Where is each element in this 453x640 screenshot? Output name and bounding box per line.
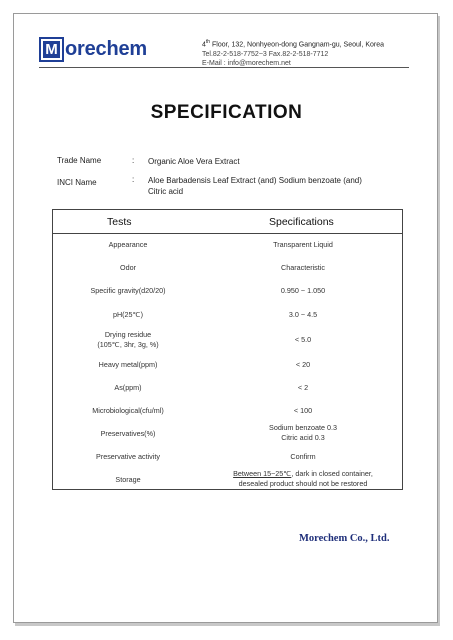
- address-line-1: 4th Floor, 132, Nonhyeon-dong Gangnam-gu, Seoul, Korea: [202, 39, 385, 49]
- storage-condition: , dark in closed container,: [291, 469, 373, 478]
- spec-value: Transparent Liquid: [273, 240, 333, 249]
- test-name: Appearance: [108, 240, 148, 249]
- spec-value: < 20: [295, 360, 311, 369]
- inci-name-separator: :: [132, 175, 135, 184]
- page-title: SPECIFICATION: [150, 102, 303, 123]
- test-name: As(ppm): [114, 383, 142, 392]
- logo-wordmark: orechem: [65, 38, 147, 60]
- inci-name-row: [57, 175, 398, 197]
- logo-m-box: [39, 37, 64, 62]
- spec-value: < 5.0: [294, 335, 312, 344]
- spec-value-line-1: Sodium benzoate 0.3: [269, 423, 337, 432]
- test-name: [53, 330, 203, 350]
- spec-value: Confirm: [290, 452, 316, 461]
- company-signature: Morechem Co., Ltd.: [299, 533, 390, 544]
- spec-value: 0.950 ~ 1.050: [280, 286, 326, 295]
- spec-value: < 100: [293, 406, 313, 415]
- address-line-2: Tel.82-2-518-7752~3 Fax.82-2-518-7712: [202, 50, 329, 58]
- test-name: pH(25℃): [112, 310, 144, 319]
- spec-value: < 2: [297, 383, 309, 392]
- spec-value: [203, 423, 403, 443]
- trade-name-separator: :: [132, 156, 135, 165]
- spec-value: [203, 469, 403, 489]
- test-name-line-1: Drying residue: [104, 330, 152, 339]
- storage-temperature: Between 15~25℃: [233, 469, 292, 478]
- trade-name-label: Trade Name: [57, 156, 102, 165]
- test-name-line-2: (105℃, 3hr, 3g, %): [97, 340, 159, 349]
- spec-value: 3.0 ~ 4.5: [288, 310, 318, 319]
- inci-name-label: INCI Name: [57, 178, 97, 187]
- address-line-3: E-Mail : info@morechem.net: [202, 60, 291, 68]
- spec-value-line-2: Citric acid 0.3: [281, 433, 325, 442]
- test-name: Specific gravity(d20/20): [90, 286, 166, 295]
- trade-name-row: [57, 156, 398, 167]
- company-address: [202, 38, 384, 69]
- test-name: Storage: [115, 475, 141, 484]
- specification-table: [52, 209, 403, 490]
- test-name: Odor: [120, 263, 136, 272]
- test-name: Preservative activity: [96, 452, 160, 461]
- table-header: [53, 210, 402, 234]
- test-name: Heavy metal(ppm): [98, 360, 158, 369]
- trade-name-value: Organic Aloe Vera Extract: [148, 157, 240, 166]
- header-divider: [39, 67, 409, 68]
- logo-m-letter: M: [43, 41, 60, 58]
- spec-value-line-2: desealed product should not be restored: [238, 479, 368, 488]
- spec-value: Characteristic: [281, 263, 325, 272]
- spec-value-line-1: [203, 469, 403, 479]
- inci-name-value: [148, 175, 398, 197]
- inci-value-line-2: Citric acid: [148, 187, 184, 196]
- header-tests: Tests: [107, 216, 132, 228]
- test-name: Microbiological(cfu/ml): [92, 406, 164, 415]
- morechem-logo: [39, 37, 147, 62]
- header-specifications: Specifications: [269, 216, 334, 228]
- inci-value-line-1: Aloe Barbadensis Leaf Extract (and) Sodium benzoate (and): [148, 176, 362, 185]
- test-name: Preservatives(%): [100, 429, 156, 438]
